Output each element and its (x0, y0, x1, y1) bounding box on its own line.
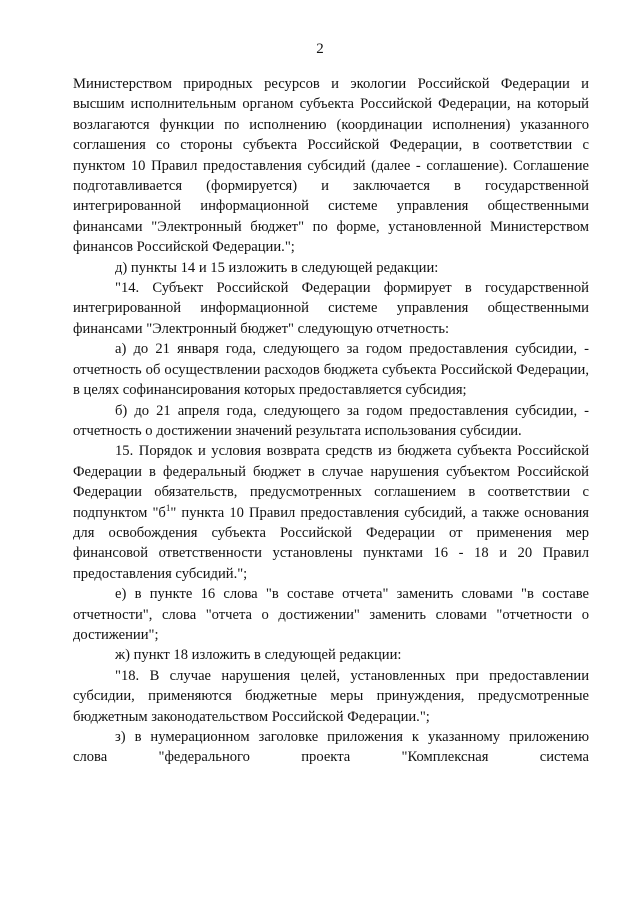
paragraph-sub-a: а) до 21 января года, следующего за годом предоставления субсидии, - отчетность об осуществлении расходов бюджета субъекта Российской Федерации, в целях софинансирования которых предоставляется субсидия; (73, 341, 589, 399)
paragraph-item-e: е) в пункте 16 слова "в составе отчета" заменить словами "в составе отчетности", слова "отчета о достижении" заменить словами "отчетности о достижении"; (73, 586, 589, 643)
paragraph-point-14: "14. Субъект Российской Федерации формирует в государственной интегрированной информационной системе управления общественными финансами "Электронный бюджет" следующую отчетность: (73, 280, 589, 337)
paragraph-point-15-text-before: 15. Порядок и условия возврата средств из бюджета субъекта Российской Федерации в федеральный бюджет в случае нарушения субъектом Российской Федерации обязательств, предусмотренных соглашением в соответствии с подпунктом "б (73, 443, 589, 521)
superscript-one: 1 (165, 502, 171, 513)
paragraph-point-15 (73, 441, 589, 584)
page-number: 2 (316, 41, 324, 57)
paragraph-item-zh: ж) пункт 18 изложить в следующей редакции: (115, 647, 402, 664)
paragraph-point-18: "18. В случае нарушения целей, установленных при предоставлении субсидии, применяются бюджетные меры принуждения, предусмотренные бюджетным законодательством Российской Федерации."; (73, 667, 589, 725)
document-body (73, 74, 589, 768)
paragraph-sub-b: б) до 21 апреля года, следующего за годом предоставления субсидии, - отчетность о достижении значений результата использования субсидии. (73, 402, 589, 439)
paragraph-point-15-text-after: " пункта 10 Правил предоставления субсидий, а также основания для освобождения субъекта Российской Федерации от применения мер финансовой ответственности установлены пунктами 16 - 18 и 20 Правил предоставления субсидий."; (73, 504, 589, 582)
paragraph-continuation: Министерством природных ресурсов и экологии Российской Федерации и высшим исполнительным органом субъекта Российской Федерации, на который возлагаются функции по исполнению (координации исполнения) указанного соглашения со стороны субъекта Российской Федерации, в соответствии с пунктом 10 Правил предоставления субсидий (далее - соглашение). Соглашение подготавливается (формируется) и заключается в государственной интегрированной информационной системе управления общественными финансами "Электронный бюджет" по форме, установленной Министерством финансов Российской Федерации."; (73, 76, 589, 256)
paragraph-item-z: з) в нумерационном заголовке приложения к указанному приложению слова "федерального проекта "Комплексная система (73, 729, 589, 766)
paragraph-item-d: д) пункты 14 и 15 изложить в следующей редакции: (115, 259, 439, 276)
